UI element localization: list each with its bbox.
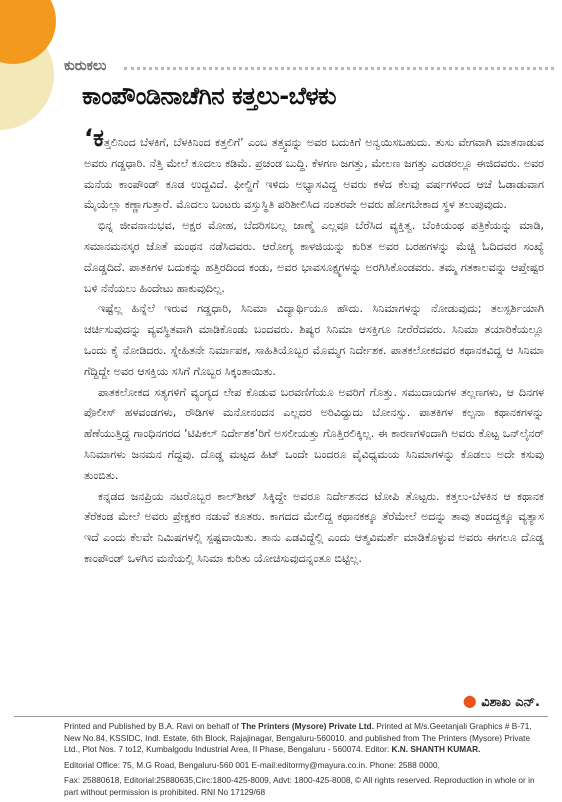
bullet-icon: ● (462, 691, 477, 710)
article-paragraph: ‘ಕತ್ತಲಿನಿಂದ ಬೆಳಕಿಗೆ, ಬೆಳಕಿನಿಂದ ಕತ್ತಲಿಗೆ’ ಎಂಬ ತತ್ತ್ವವನ್ನು ಅವರ ಬದುಕಿಗೆ ಅನ್ವಯಿಸಬಹುದು. ತುಸು ವೇಗವಾಗಿ ಮಾತನಾಡುವ ಅವರು ಗಡ್ಡಧಾರಿ. ನೆತ್ತಿ ಮೇಲೆ ಕೂದಲು ಕಡಿಮೆ. ಪ್ರಚಂಡ ಬುದ್ಧಿ. ಕೆಳಗಣ ಜಗತ್ತು, ಮೇಲಣ ಜಗತ್ತು ಎರಡರಲ್ಲೂ ಈಜಿದವರು. ಅವರ ಮನೆಯ ಕಾಂಪೌಂಡ್ ಕೂಡ ಉದ್ದವಿದೆ. ಫೀಲ್ಡಿಗೆ ಇಳಿದು ಅಭ್ಯಾಸವಿದ್ದ ಅವರು ಕಳೆದ ಕೆಲವು ವರ್ಷಗಳಿಂದ ಆಚೆ ಓಡಾಡುವಾಗ ಮೈಯೆಲ್ಲಾ ಕಣ್ಣಾಗುತ್ತಾರೆ. ಮೊದಲು ಬಂಟರು ವಸ್ತುಸ್ಥಿತಿ ಪರಿಶೀಲಿಸಿದ ನಂತರವೇ ಅವರು ಹೋಗಬೇಕಾದ ಸ್ಥಳ ತಲುಪುವುದು. (84, 124, 544, 212)
article-body (84, 124, 544, 570)
footer-divider (14, 716, 548, 717)
article-paragraph: ಇಷ್ಟೆಲ್ಲ ಹಿನ್ನೆಲೆ ಇರುವ ಗಡ್ಡಧಾರಿ, ಸಿನಿಮಾ ವಿದ್ಯಾರ್ಥಿಯೂ ಹೌದು. ಸಿನಿಮಾಗಳನ್ನು ನೋಡುವುದು; ತಲಸ್ಪರ್ಶಿಯಾಗಿ ಚರ್ಚಿಸುವುದನ್ನು ವ್ಯವಸ್ಥಿತವಾಗಿ ಮಾಡಿಕೊಂಡು ಬಂದವರು. ಶಿಷ್ಯರ ಸಿನಿಮಾ ಆಸಕ್ತಿಗೂ ನೀರೆರೆದವರು. ಸಿನಿಮಾ ತಯಾರಿಕೆಯಲ್ಲೂ ಒಂದು ಕೈ ನೋಡಿದರು. ಸ್ನೇಹಿತನೇ ನಿರ್ಮಾಪಕ, ಸಾಹಿತಿಯೊಬ್ಬರ ಮೊಮ್ಮಗ ನಿರ್ದೇಶಕ. ಪಾತಕಲೋಕದವರ ಕಥಾನಕವಿದ್ದ ಆ ಸಿನಿಮಾ ಗೆದ್ದಿದ್ದೇ ಅವರ ಆಸಕ್ತಿಯ ಸಸಿಗೆ ಗೊಬ್ಬರ ಸಿಕ್ಕಂತಾಯಿತು. (84, 302, 544, 378)
publisher-name: The Printers (Mysore) Private Ltd. (241, 721, 374, 731)
article-paragraph: ಪಾತಕಲೋಕದ ಸತ್ಯಗಳಿಗೆ ವ್ಯಂಗ್ಯದ ಲೇಪ ಕೊಡುವ ಬರವಣಿಗೆಯೂ ಅವರಿಗೆ ಗೊತ್ತು. ಸಮುದಾಯಗಳ ತಲ್ಲಣಗಳು, ಆ ದಿನಗಳ ಪೊಲೀಸ್ ಹಳವಂಡಗಳು, ರೌಡಿಗಳ ಮನೋನಂದನ ಎಲ್ಲದರ ಅರಿವಿದ್ದುದು ಬೋನಸ್ಸು. ಪಾತಕಿಗಳ ಕಲ್ಪನಾ ಕಥಾನಕಗಳನ್ನು ಹೆಣೆಯುತ್ತಿದ್ದ ಗಾಂಧಿನಗರದ ‘ಟಿಪಿಕಲ್ ನಿರ್ದೇಶಕ’ರಿಗೆ ಅಸಲೀಯತ್ತು ಗೊತ್ತಿರಲಿಕ್ಕಿಲ್ಲ. ಈ ಕಾರಣಗಳಿಂದಾಗಿ ಅವರು ಕೊಟ್ಟ ಒನ್‌ಲೈನರ್ ಸಿನಿಮಾಗಳು ಜನಮನ ಗೆದ್ದವು. ದೊಡ್ಡ ಮಟ್ಟದ ಹಿಟ್ ಒಂದೇ ಬಂದರೂ ವೈವಿಧ್ಯಮಯ ಸಿನಿಮಾಗಳನ್ನು ಕೊಡಲು ಅದೇ ಕಸುವು ತುಂಬಿತು. (84, 385, 544, 482)
publisher-text: Printed and Published by B.A. Ravi on behalf of (64, 721, 242, 731)
contact-and-rights: Fax: 25880618, Editorial:25880635,Circ:1800-425-8009, Advt: 1800-425-8008, © All rights reserved. Reproduction in whole or in part without permission is prohibited. RNI No 17129/68 (64, 775, 535, 797)
article-paragraph: ಭಿನ್ನ ಜೀವನಾನುಭವ, ಅಕ್ಷರ ಮೋಹ, ಬೆದರಿಸಬಲ್ಲ ಜಾಣ್ಮೆ ಎಲ್ಲವೂ ಬೆರೆಸಿದ ವ್ಯಕ್ತಿತ್ವ. ಬೆಂಕಿಯಂಥ ಪತ್ರಿಕೆಯನ್ನು ಮಾಡಿ, ಸಮಾನಮನಸ್ಕರ ಜೊತೆ ಮಂಥನ ನಡೆಸಿದವರು. ಆರೋಗ್ಯ ಕಾಳಜಿಯನ್ನು ಕುರಿತ ಅವರ ಬರಹಗಳನ್ನು ಮೆಚ್ಚಿ ಓದಿದವರ ಸಂಖ್ಯೆ ದೊಡ್ಡದಿದೆ. ಪಾತಕಿಗಳ ಬದುಕನ್ನು ಹತ್ತಿರದಿಂದ ಕಂಡು, ಅವರ ಭಾವಸೂಕ್ಷ್ಮಗಳನ್ನು ಅರಗಿಸಿಕೊಂಡವರು. ತಮ್ಮ ಗತಕಾಲವನ್ನು ಆಪ್ತೇಷ್ಟರ ಬಳಿ ನೆನೆಯಲು ಹಿಂದೇಟು ಹಾಕುವುದಿಲ್ಲ. (84, 219, 544, 295)
publisher-statement (64, 721, 544, 756)
article-headline: ಕಾಂಪೌಂಡಿನಾಚೆಗಿನ ಕತ್ತಲು-ಬೆಳಕು (82, 82, 336, 110)
publisher-address: Printed at M/s.Geetanjali Graphics # B-71, New No.84, KSSIDC, Indl. Estate, 6th Block, Rajajinagar, Bengaluru-560010. and published from The Printers (Mysore) Private Ltd., Plot Nos. 7 to12, Kumbalgodu Industrial Area, II Phase, Bengaluru - 560074. Editor: (64, 721, 532, 754)
dotted-divider (124, 67, 554, 70)
imprint-block (64, 721, 544, 802)
author-name: ವಿಶಾಖ ಎನ್. (481, 695, 540, 710)
author-byline (463, 691, 540, 710)
section-label: ಕುರುಕಲು (64, 58, 107, 74)
article-paragraph: ಕನ್ನಡದ ಜನಪ್ರಿಯ ನಟರೊಬ್ಬರ ಕಾಲ್‌ಶೀಟ್ ಸಿಕ್ಕಿದ್ದೇ ಅವರೂ ನಿರ್ದೇಶನದ ಟೋಪಿ ತೊಟ್ಟರು. ಕತ್ತಲು-ಬೆಳಕಿನ ಆ ಕಥಾನಕ ತೆರೆಕಂಡ ಮೇಲೆ ಅವರು ಪ್ರೇಕ್ಷಕರ ನಡುವೆ ಕೂತರು. ಕಾಗದದ ಮೇಲಿದ್ದ ಕಥಾನಕಕ್ಕೂ ತೆರೆಮೇಲೆ ಅದನ್ನು ತಾವು ತಂದದ್ದಕ್ಕೂ ವ್ಯತ್ಯಾಸ ಇದೆ ಎಂದು ಕೆಲವೇ ನಿಮಿಷಗಳಲ್ಲಿ ಸ್ಪಷ್ಟವಾಯಿತು. ತಾನು ಎಡವಿದ್ದೆಲ್ಲಿ ಎಂದು ಆತ್ಮವಿಮರ್ಶೆ ಮಾಡಿಕೊಳ್ಳುವ ಅವರು ಈಗಲೂ ದೊಡ್ಡ ಕಾಂಪೌಂಡ್ ಒಳಗಿನ ಮನೆಯಲ್ಲಿ ಸಿನಿಮಾ ಕುರಿತು ಯೋಚಿಸುವುದನ್ನಂತೂ ಬಿಟ್ಟಿಲ್ಲ. (84, 489, 544, 565)
editor-name: K.N. SHANTH KUMAR. (391, 744, 481, 754)
editorial-office: Editorial Office: 75, M.G Road, Bengaluru-560 001 E-mail:editormy@mayura.co.in. Phone: 2588 0000, (64, 759, 440, 770)
